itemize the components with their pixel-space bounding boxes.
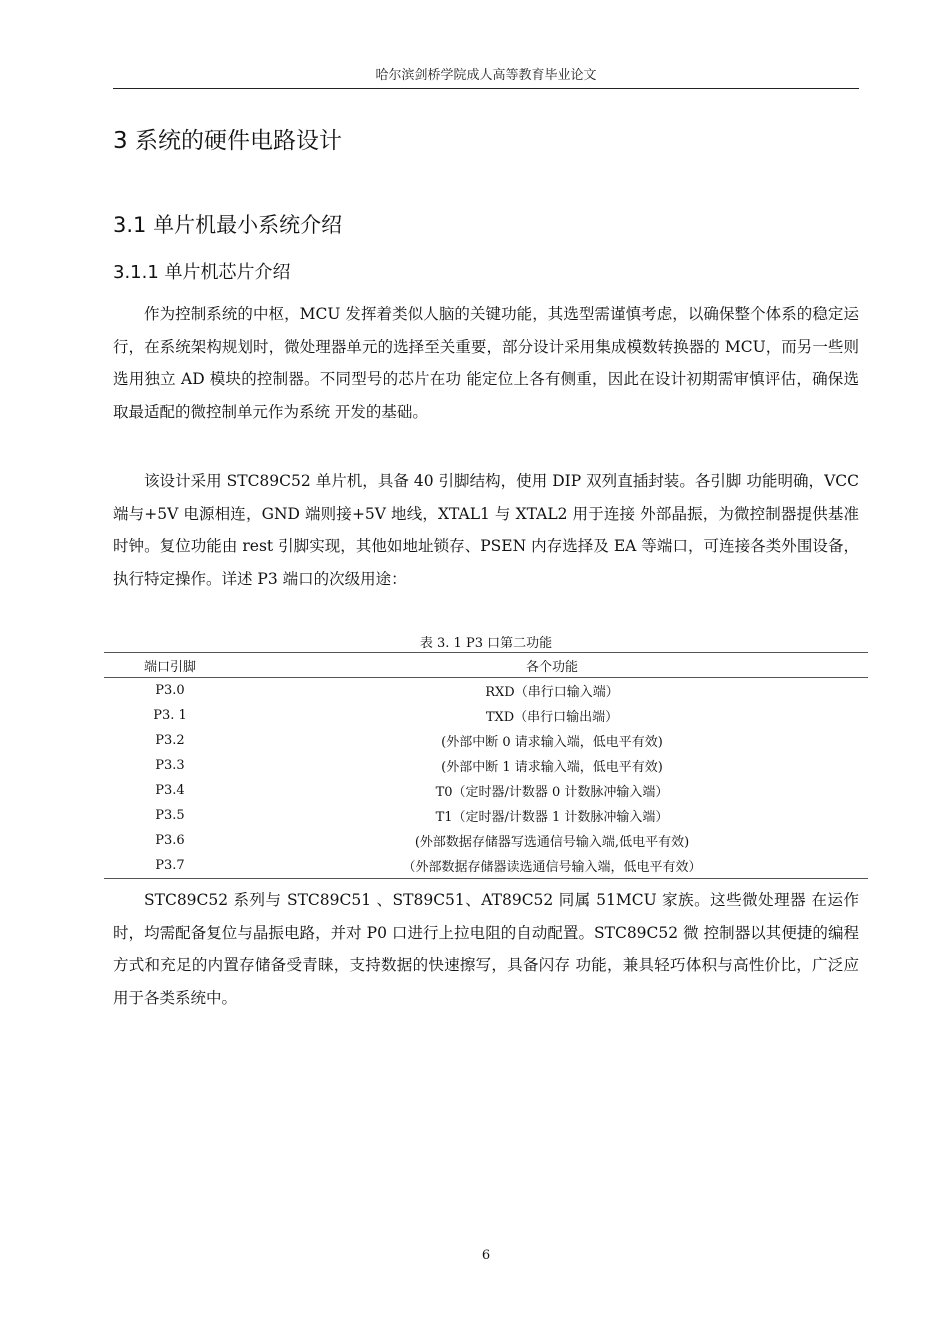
cell-function: T1（定时器/计数器 1 计数脉冲输入端） xyxy=(435,810,669,825)
chapter-title: 3 系统的硬件电路设计 xyxy=(113,128,342,154)
cell-pin: P3.4 xyxy=(155,783,185,798)
column-header-function: 各个功能 xyxy=(525,659,578,675)
cell-pin: P3.3 xyxy=(155,758,185,773)
cell-pin: P3.0 xyxy=(155,683,185,698)
cell-pin: P3.5 xyxy=(155,808,185,823)
cell-function: (外部中断 0 请求输入端，低电平有效) xyxy=(441,735,663,750)
table-row xyxy=(104,778,868,803)
header-rule xyxy=(113,88,859,89)
p3-function-table xyxy=(104,652,868,879)
section-title: 3.1 单片机最小系统介绍 xyxy=(113,213,343,237)
paragraph-mcu-intro: 作为控制系统的中枢，MCU 发挥着类似人脑的关键功能，其选型需谨慎考虑，以确保整个体系的稳定运行，在系统架构规划时，微处理器单元的选择至关重要，部分设计采用集成模数转换器的 MCU，而另一些则选用独立 AD 模块的控制器。不同型号的芯片在功 能定位上各有侧重，因此在设计初期需审慎评估，确保选取最适配的微控制单元作为系统 开发的基础。 xyxy=(113,305,859,421)
cell-function: (外部数据存储器写选通信号输入端,低电平有效) xyxy=(414,835,690,850)
table-header-row xyxy=(104,653,868,678)
cell-function: TXD（串行口输出端） xyxy=(485,710,619,725)
cell-pin: P3.6 xyxy=(155,833,185,848)
cell-pin: P3.2 xyxy=(155,733,185,748)
table-row xyxy=(104,853,868,879)
paragraph-stc89c52-pins: 该设计采用 STC89C52 单片机，具备 40 引脚结构，使用 DIP 双列直插封装。各引脚 功能明确，VCC 端与+5V 电源相连，GND 端则接+5V 地线，XTAL1 与 XTAL2 用于连接 外部晶振，为微控制器提供基准时钟。复位功能由 rest 引脚实现，其他如地址锁存、PSEN 内存选择及 EA 等端口，可连接各类外围设备，执行特定操作。详述 P3 端口的次级用途： xyxy=(113,472,859,588)
cell-pin: P3. 1 xyxy=(153,708,187,723)
cell-function: （外部数据存储器读选通信号输入端，低电平有效） xyxy=(402,860,702,875)
cell-function: RXD（串行口输入端） xyxy=(485,685,619,700)
table-row xyxy=(104,703,868,728)
table-row xyxy=(104,753,868,778)
table-row xyxy=(104,728,868,753)
cell-pin: P3.7 xyxy=(155,858,185,873)
table-row xyxy=(104,828,868,853)
subsection-title: 3.1.1 单片机芯片介绍 xyxy=(113,262,291,283)
cell-function: (外部中断 1 请求输入端，低电平有效) xyxy=(441,760,663,775)
page-number: 6 xyxy=(481,1248,491,1263)
table-caption: 表 3. 1 P3 口第二功能 xyxy=(419,636,553,651)
table-row xyxy=(104,678,868,704)
running-header: 哈尔滨剑桥学院成人高等教育毕业论文 xyxy=(375,68,597,83)
column-header-pin: 端口引脚 xyxy=(143,659,196,675)
paragraph-51mcu-family: STC89C52 系列与 STC89C51 、ST89C51、AT89C52 同属 51MCU 家族。这些微处理器 在运作时，均需配备复位与晶振电路，并对 P0 口进行上拉电阻的自动配置。STC89C52 微 控制器以其便捷的编程方式和充足的内置存储备受青睐，支持数据的快速擦写，具备闪存 功能，兼具轻巧体积与高性价比，广泛应用于各类系统中。 xyxy=(113,891,859,1007)
cell-function: T0（定时器/计数器 0 计数脉冲输入端） xyxy=(435,785,669,800)
table-row xyxy=(104,803,868,828)
